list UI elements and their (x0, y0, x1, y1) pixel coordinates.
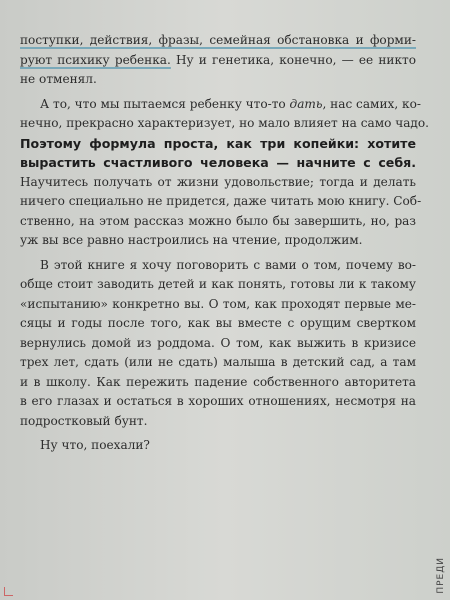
paragraph-4 (20, 256, 416, 432)
text-line: В этой книге я хочу поговорить с вами о том, почему во- (40, 257, 416, 272)
text-line: ственно, на этом рассказ можно было бы завершить, но, раз (20, 213, 416, 228)
text-line: поступки, действия, фразы, семейная обстановка и форми- (20, 33, 416, 47)
text-line: Научитесь получать от жизни удовольствие; тогда и делать (20, 174, 416, 189)
text-line: трех лет, сдать (или не сдать) малыша в детский сад, а там (20, 355, 416, 369)
text-line: и в школу. Как пережить падение собственного авторитета (20, 374, 416, 389)
paragraph-1 (20, 31, 416, 90)
text-line: «испытанию» конкретно вы. О том, как проходят первые ме- (20, 296, 416, 311)
bold-line: Поэтому формула проста, как три копейки: хотите (20, 135, 416, 151)
text-line: Ну что, поехали? (40, 438, 150, 452)
text-line: ничего специально не придется, даже читать мою книгу. Соб- (20, 194, 422, 208)
text-line: нечно, прекрасно характеризует, но мало влияет на само чадо. (20, 116, 430, 130)
page-text (20, 31, 430, 456)
bold-line: вырастить счастливого человека — начните с себя. (20, 155, 416, 170)
italic-word: дать (289, 96, 323, 111)
text-line: в его глазах и остаться в хороших отношениях, несмотря на (20, 394, 416, 408)
chapter-side-tab: ПРЕДИ (436, 557, 446, 594)
paragraph-2 (20, 95, 430, 134)
text-line: сяцы и годы после того, как вы вместе с орущим свертком (20, 316, 416, 330)
text-line: подростковый бунт. (20, 413, 148, 428)
text-line: уж вы все равно настроились на чтение, продолжим. (20, 233, 363, 247)
underlined-fragment: руют психику ребенка. (20, 52, 171, 67)
text-line: А то, что мы пытаемся ребенку что-то дать, нас самих, ко- (40, 96, 421, 111)
text-line: не отменял. (20, 72, 97, 86)
text-line: вернулись домой из роддома. О том, как выжить в кризисе (20, 335, 416, 350)
text-line: обще стоит заводить детей и как понять, готовы ли к такому (20, 277, 416, 291)
paragraph-5 (20, 436, 416, 456)
paragraph-3 (20, 134, 422, 251)
text-line: руют психику ребенка. Ну и генетика, конечно, — ее никто (20, 52, 416, 67)
corner-mark (4, 587, 13, 596)
